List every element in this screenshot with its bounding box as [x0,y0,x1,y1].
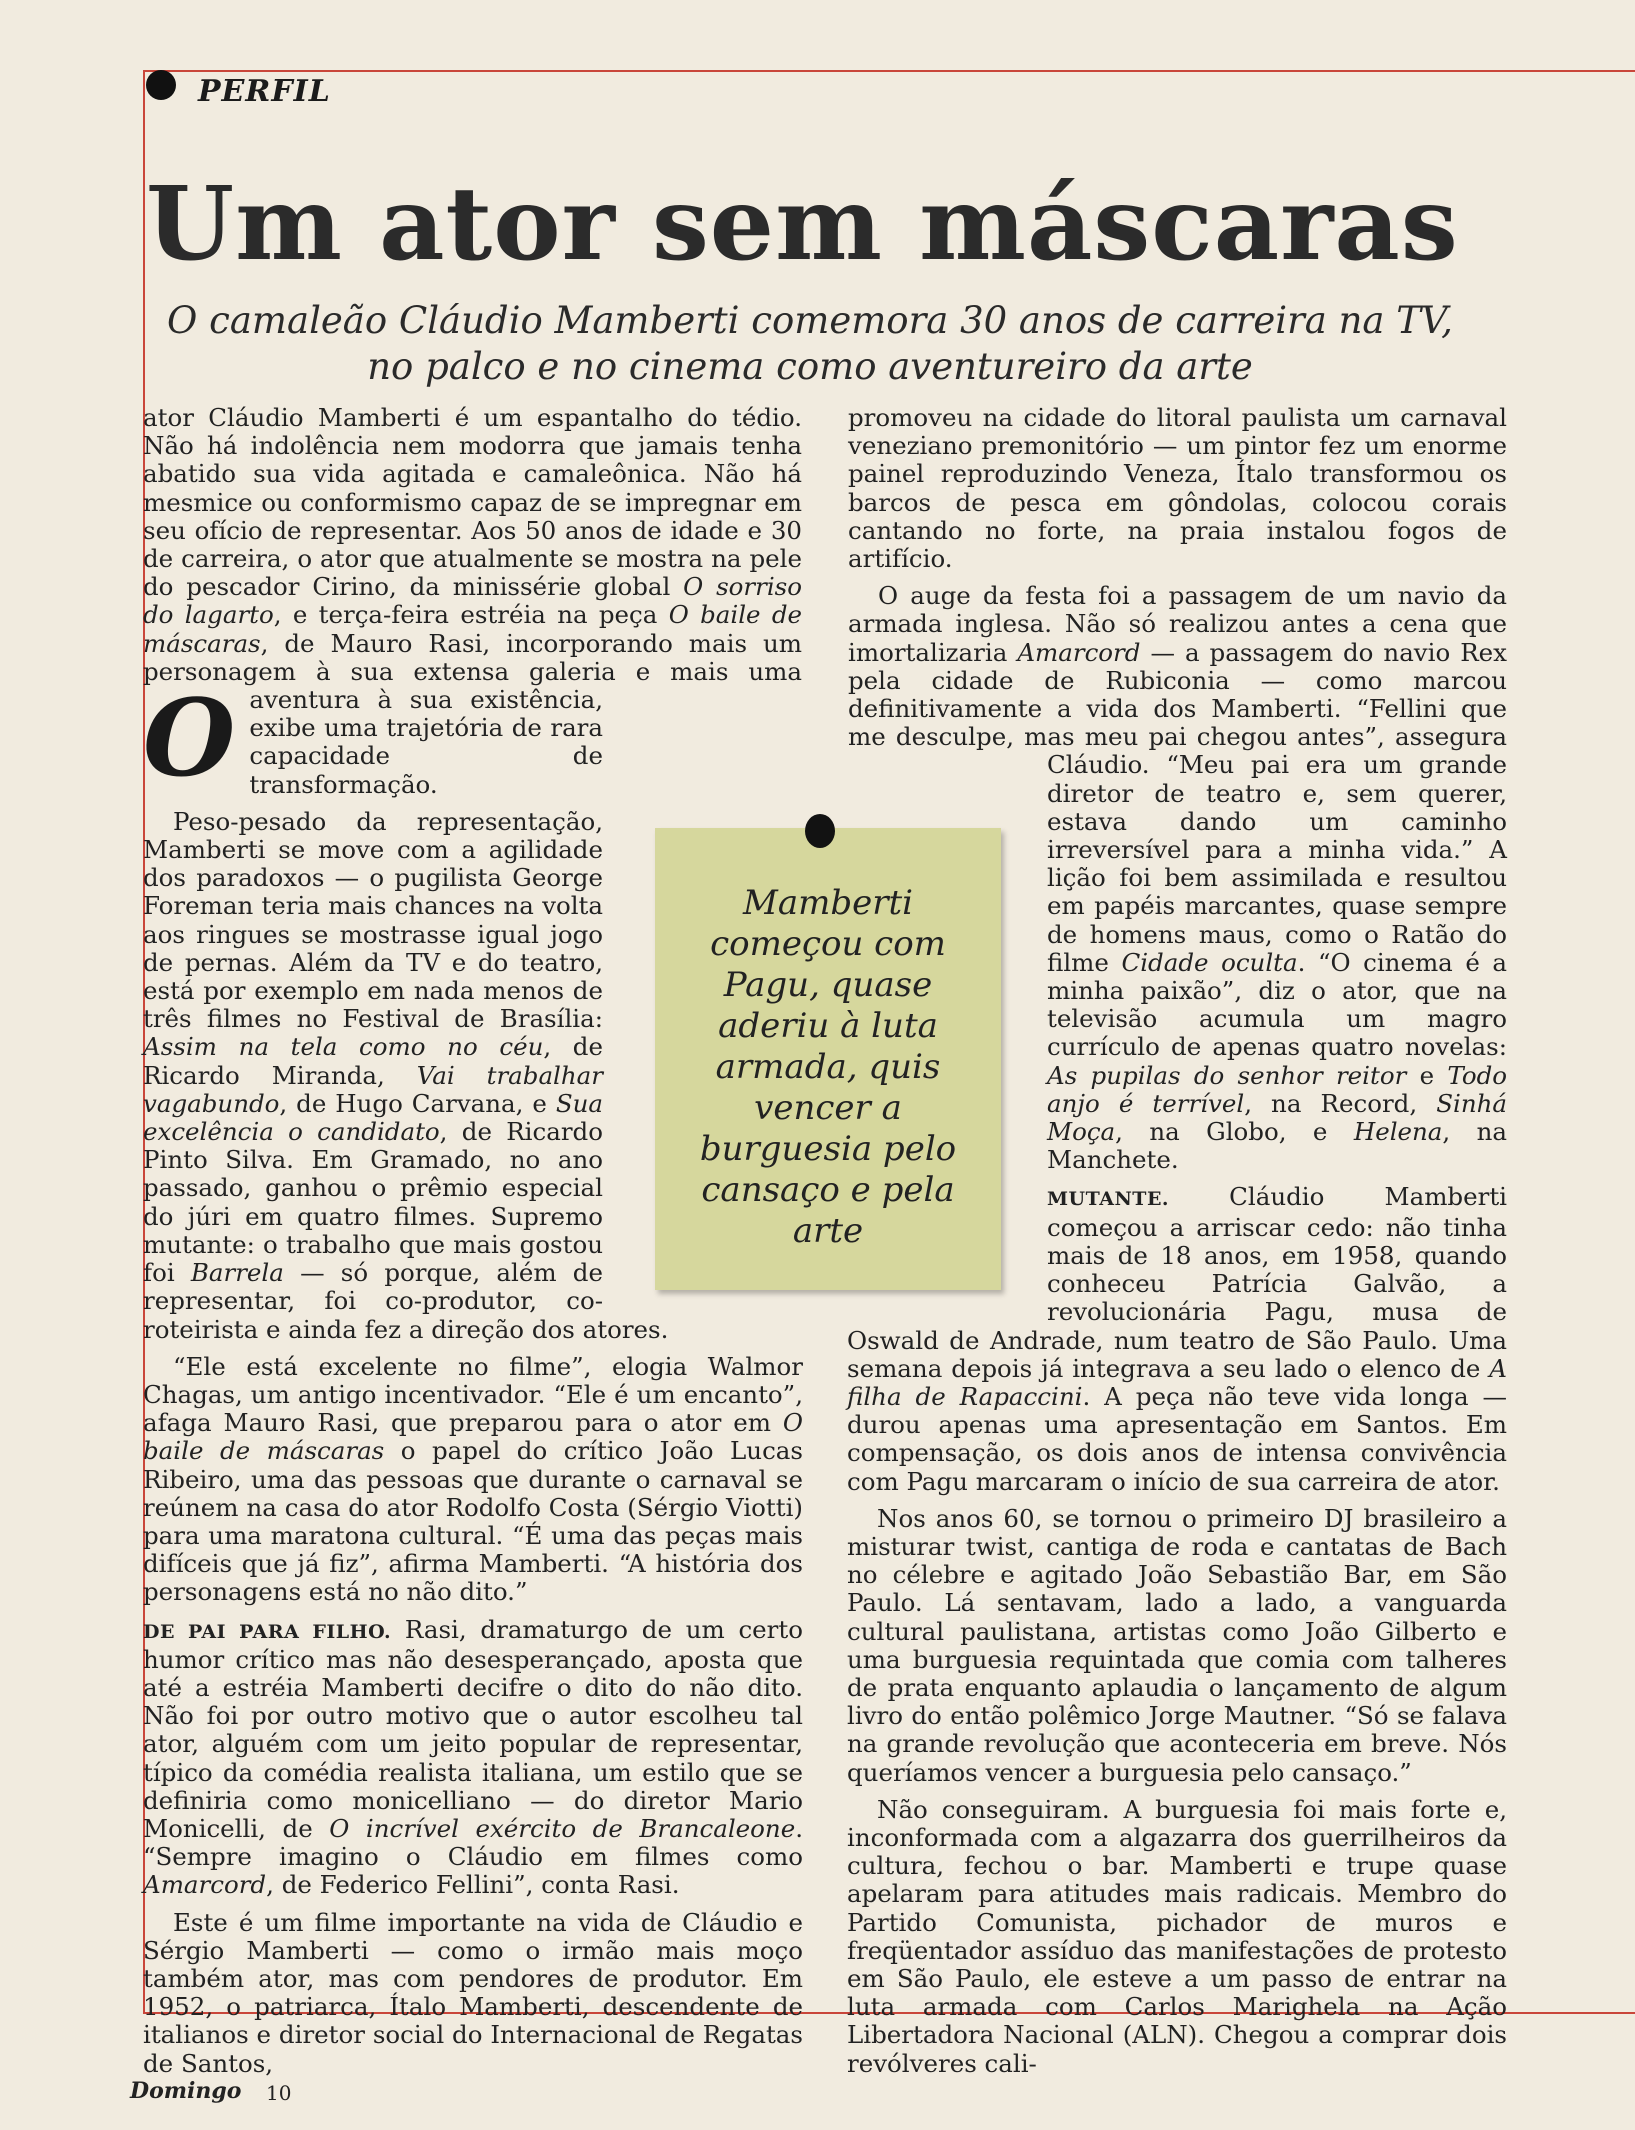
paragraph: Este é um filme importante na vida de Cláudio e Sérgio Mamberti — como o irmão mais moço também ator, mas com pendores de produtor. Em 1952, o patriarca, Ítalo Mamberti, descendente de italianos e diretor social do Internacional de Regatas de Santos, [143,1907,803,2078]
paragraph: O auge da festa foi a passagem de um navio da armada inglesa. Não só realizou antes a cena que imortalizaria Amarcord — a passagem do navio Rex pela cidade de Rubiconia — como marcou definitivamente a vida dos Mamberti. “Fellini que me desculpe, mas meu pai chegou antes”, assegura Cláudio. “Meu pai era um grande diretor de teatro e, sem querer, estava dando um caminho irreversível para a minha vida.” A lição foi bem assimilada e resultou em papéis marcantes, quase sempre de homens maus, como o Ratão do filme Cidade oculta. “O cinema é a minha paixão”, diz o ator, que na televisão acumula um magro currículo de apenas quatro novelas: As pupilas do senhor reitor e Todo anjo é terrível, na Record, Sinhá Moça, na Globo, e Helena, na Manchete. [848,581,1508,1175]
paragraph: DE PAI PARA FILHO. Rasi, dramaturgo de um certo humor crítico mas não desesperançado, aposta que até a estréia Mamberti decifre o dito do não dito. Não foi por outro motivo que o autor escolheu tal ator, alguém com um jeito popular de representar, típico da comédia realista italiana, um estilo que se definiria como monicelliano — do diretor Mario Monicelli, de O incrível exército de Brancaleone. “Sempre imagino o Cláudio em filmes como Amarcord, de Federico Fellini”, conta Rasi. [143,1614,803,1900]
drop-cap: O [143,675,236,800]
section-label: PERFIL [198,74,331,109]
headline: Um ator sem máscaras [146,164,1459,283]
pull-quote-box [655,828,1001,1290]
pin-icon [805,814,835,848]
subtitle: O camaleão Cláudio Mamberti comemora 30 anos de carreira na TV, no palco e no cinema como aventureiro da arte [167,299,1453,388]
publication-name: Domingo [130,2078,242,2104]
pull-quote-text: Mamberti começou com Pagu, quase aderiu à luta armada, quis vencer a burguesia pelo cansaço e pela arte [699,883,957,1251]
bullet-dot-icon [146,70,176,100]
paragraph: Não conseguiram. A burguesia foi mais forte e, inconformada com a algazarra dos guerrilheiros da cultura, fechou o bar. Mamberti e trupe quase apelaram para atitudes mais radicais. Membro do Partido Comunista, pichador de muros e freqüentador assíduo das manifestações de protesto em São Paulo, ele esteve a um passo de entrar na luta armada com Carlos Marighela na Ação Libertadora Nacional (ALN). Chegou a comprar dois revólveres cali- [847,1794,1507,2078]
paragraph: O ator Cláudio Mamberti é um espantalho do tédio. Não há indolência nem modorra que jamais tenha abatido sua vida agitada e camaleônica. Não há mesmice ou conformismo capaz de se impregnar em seu ofício de representar. Aos 50 anos de idade e 30 de carreira, o ator que atualmente se mostra na pele do pescador Cirino, da minissérie global O sorriso do lagarto, e terça-feira estréia na peça O baile de máscaras, de Mauro Rasi, incorporando mais um personagem à sua extensa galeria e mais uma aventura à sua existência, exibe uma trajetória de rara capacidade de transformação. [143,403,803,800]
paragraph: promoveu na cidade do litoral paulista um carnaval veneziano premonitório — um pintor fez um enorme painel reproduzindo Veneza, Ítalo transformou os barcos de pesca em gôndolas, colocou corais cantando no forte, na praia instalou fogos de artifício. [848,403,1507,574]
paragraph: MUTANTE. Cláudio Mamberti começou a arriscar cedo: não tinha mais de 18 anos, em 1958, quando conheceu Patrícia Galvão, a revolucionária Pagu, musa de Oswald de Andrade, num teatro de São Paulo. Uma semana depois já integrava a seu lado o elenco de A filha de Rapaccini. A peça não teve vida longa — durou apenas uma apresentação em Santos. Em compensação, os dois anos de intensa convivência com Pagu marcaram o início de sua carreira de ator. [847,1182,1507,1496]
subhead: DE PAI PARA FILHO. [143,1620,392,1643]
paragraph: Peso-pesado da representação, Mamberti se move com a agilidade dos paradoxos — o pugilista George Foreman teria mais chances na volta aos ringues se mostrasse igual jogo de pernas. Além da TV e do teatro, está por exemplo em nada menos de três filmes no Festival de Brasília: Assim na tela como no céu, de Ricardo Miranda, Vai trabalhar vagabundo, de Hugo Carvana, e Sua excelência o candidato, de Ricardo Pinto Silva. Em Gramado, no ano passado, ganhou o prêmio especial do júri em quatro filmes. Supremo mutante: o trabalho que mais gostou foi Barrela — só porque, além de representar, foi co-produtor, co-roteirista e ainda fez a direção dos atores. [143,806,669,1344]
page-number: 10 [266,2081,292,2105]
paragraph: Nos anos 60, se tornou o primeiro DJ brasileiro a misturar twist, cantiga de roda e cantatas de Bach no célebre e agitado João Sebastião Bar, em São Paulo. Lá sentavam, lado a lado, a vanguarda cultural paulistana, artistas como João Gilberto e uma burguesia requintada que comia com talheres de prata enquanto aplaudia o lançamento de algum livro do então polêmico Jorge Mautner. “Só se falava na grande revolução que aconteceria em breve. Nós queríamos vencer a burguesia pelo cansaço.” [847,1503,1507,1787]
paragraph: “Ele está excelente no filme”, elogia Walmor Chagas, um antigo incentivador. “Ele é um encanto”, afaga Mauro Rasi, que preparou para o ator em O baile de máscaras o papel do crítico João Lucas Ribeiro, uma das pessoas que durante o carnaval se reúnem na casa do ator Rodolfo Costa (Sérgio Viotti) para uma maratona cultural. “É uma das peças mais difíceis que já fiz”, afirma Mamberti. “A história dos personagens está no não dito.” [143,1351,803,1607]
subhead: MUTANTE. [1047,1188,1170,1211]
